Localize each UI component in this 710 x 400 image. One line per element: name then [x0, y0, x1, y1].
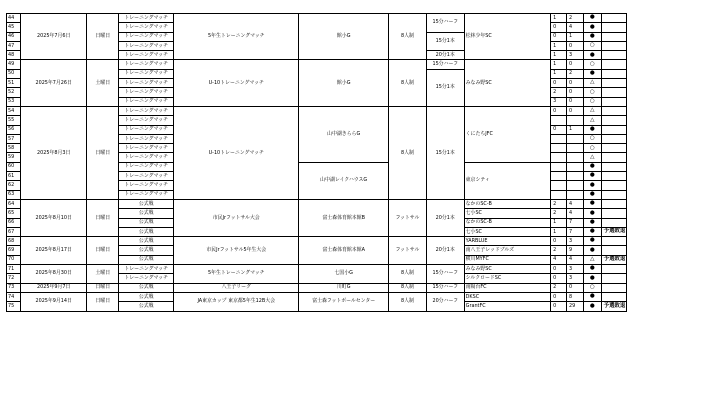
remark: [601, 69, 627, 78]
match-weekday: 日曜日: [87, 199, 119, 236]
match-weekday: 日曜日: [87, 292, 119, 311]
match-date: 2025年8月17日: [20, 237, 87, 265]
goals-for: 0: [551, 292, 567, 301]
remark: 予選敗退: [601, 255, 627, 264]
result-mark: ●: [583, 237, 601, 246]
goals-for: 0: [551, 32, 567, 41]
event-name: 市民Jrフットサル5年生大会: [174, 237, 299, 265]
remark: [601, 292, 627, 301]
result-mark: △: [583, 153, 601, 162]
remark: [601, 190, 627, 199]
venue: 富士森体育館本館B: [299, 199, 389, 236]
match-number: 70: [7, 255, 21, 264]
match-type: 公式戦: [119, 283, 174, 292]
match-type: トレーニングマッチ: [119, 32, 174, 41]
match-type: トレーニングマッチ: [119, 190, 174, 199]
result-mark: ●: [583, 190, 601, 199]
match-format: 8人制: [389, 265, 427, 284]
match-duration: 20分1本: [426, 237, 464, 265]
goals-for: 0: [551, 265, 567, 274]
venue: 館小G: [299, 14, 389, 60]
result-mark: ●: [583, 227, 601, 236]
match-number: 59: [7, 153, 21, 162]
remark: [601, 209, 627, 218]
goals-for: 1: [551, 60, 567, 69]
venue: 山中湖きららG: [299, 106, 389, 162]
remark: [601, 106, 627, 115]
remark: [601, 181, 627, 190]
goals-against: 0: [566, 60, 583, 69]
match-duration: 15分ハーフ: [426, 14, 464, 33]
result-mark: ●: [583, 172, 601, 181]
goals-against: 0: [566, 41, 583, 50]
goals-for: 1: [551, 14, 567, 23]
match-rows: [7, 14, 710, 312]
goals-against: 0: [566, 283, 583, 292]
match-duration: 15分1本: [426, 106, 464, 199]
event-name: U-10トレーニングマッチ: [174, 60, 299, 106]
remark: [601, 14, 627, 23]
goals-for: 2: [551, 199, 567, 208]
match-weekday: 日曜日: [87, 237, 119, 265]
result-mark: ○: [583, 144, 601, 153]
result-mark: ●: [583, 199, 601, 208]
match-number: 67: [7, 227, 21, 236]
opponent: 七小SC: [464, 209, 550, 218]
venue: 富士森フットボールセンター: [299, 292, 389, 311]
match-number: 71: [7, 265, 21, 274]
result-mark: ●: [583, 51, 601, 60]
goals-for: 0: [551, 302, 567, 311]
match-type: トレーニングマッチ: [119, 274, 174, 283]
match-type: トレーニングマッチ: [119, 134, 174, 143]
result-mark: ●: [583, 162, 601, 171]
match-type: トレーニングマッチ: [119, 106, 174, 115]
event-name: 5年生トレーニングマッチ: [174, 265, 299, 284]
result-mark: ●: [583, 125, 601, 134]
table-row: [7, 14, 710, 23]
result-mark: ●: [583, 23, 601, 32]
match-type: トレーニングマッチ: [119, 153, 174, 162]
match-number: 69: [7, 246, 21, 255]
goals-against: 7: [566, 218, 583, 227]
opponent: みなみ野SC: [464, 60, 550, 106]
match-number: 56: [7, 125, 21, 134]
result-mark: △: [583, 79, 601, 88]
result-mark: ○: [583, 88, 601, 97]
goals-against: 0: [566, 97, 583, 106]
match-type: 公式戦: [119, 237, 174, 246]
match-number: 55: [7, 116, 21, 125]
match-number: 61: [7, 172, 21, 181]
remark: [601, 265, 627, 274]
event-name: U-10トレーニングマッチ: [174, 106, 299, 199]
match-duration: 20分ハーフ: [426, 292, 464, 311]
match-number: 51: [7, 79, 21, 88]
table-row: [7, 60, 710, 69]
match-date: 2025年7月6日: [20, 14, 87, 60]
opponent: 松林少年SC: [464, 14, 550, 60]
goals-for: 1: [551, 227, 567, 236]
match-type: 公式戦: [119, 255, 174, 264]
match-number: 53: [7, 97, 21, 106]
match-duration: 15分ハーフ: [426, 283, 464, 292]
match-number: 65: [7, 209, 21, 218]
goals-for: 3: [551, 97, 567, 106]
opponent: なかのSC-B: [464, 199, 550, 208]
event-name: 市民Jrフットサル大会: [174, 199, 299, 236]
goals-for: 0: [551, 106, 567, 115]
match-number: 63: [7, 190, 21, 199]
result-mark: ●: [583, 181, 601, 190]
match-type: 公式戦: [119, 292, 174, 301]
match-number: 75: [7, 302, 21, 311]
remark: 予選敗退: [601, 302, 627, 311]
match-number: 66: [7, 218, 21, 227]
match-format: フットサル: [389, 199, 427, 236]
goals-for: 1: [551, 41, 567, 50]
venue: 川町G: [299, 283, 389, 292]
match-type: トレーニングマッチ: [119, 79, 174, 88]
match-duration: 15分ハーフ: [426, 60, 464, 69]
remark: [601, 32, 627, 41]
remark: [601, 246, 627, 255]
table-row: [7, 237, 710, 246]
match-type: トレーニングマッチ: [119, 51, 174, 60]
remark: [601, 23, 627, 32]
match-type: トレーニングマッチ: [119, 14, 174, 23]
match-type: トレーニングマッチ: [119, 69, 174, 78]
result-mark: ●: [583, 209, 601, 218]
remark: [601, 134, 627, 143]
remark: [601, 97, 627, 106]
remark: [601, 41, 627, 50]
goals-against: [566, 162, 583, 171]
goals-for: [551, 144, 567, 153]
remark: [601, 283, 627, 292]
match-number: 50: [7, 69, 21, 78]
remark: [601, 162, 627, 171]
match-number: 48: [7, 51, 21, 60]
goals-for: 2: [551, 88, 567, 97]
goals-against: 0: [566, 88, 583, 97]
match-number: 57: [7, 134, 21, 143]
result-mark: △: [583, 116, 601, 125]
match-type: トレーニングマッチ: [119, 41, 174, 50]
opponent: くにたちJFC: [464, 106, 550, 162]
opponent: シルクロードSC: [464, 274, 550, 283]
match-date: 2025年9月7日: [20, 283, 87, 292]
remark: [601, 153, 627, 162]
opponent: 南八王子レッドブルズ: [464, 246, 550, 255]
result-mark: ●: [583, 14, 601, 23]
goals-against: [566, 172, 583, 181]
opponent: 七小SC: [464, 227, 550, 236]
match-number: 72: [7, 274, 21, 283]
goals-for: 1: [551, 51, 567, 60]
remark: [601, 172, 627, 181]
match-weekday: 日曜日: [87, 283, 119, 292]
goals-against: 3: [566, 274, 583, 283]
goals-against: 3: [566, 237, 583, 246]
table-row: [7, 283, 710, 292]
table-row: [7, 292, 710, 301]
match-number: 54: [7, 106, 21, 115]
table-row: [7, 199, 710, 208]
match-date: 2025年9月14日: [20, 292, 87, 311]
table-row: [7, 265, 710, 274]
goals-against: 4: [566, 209, 583, 218]
match-number: 60: [7, 162, 21, 171]
match-number: 47: [7, 41, 21, 50]
match-date: 2025年7月26日: [20, 60, 87, 106]
match-weekday: 日曜日: [87, 14, 119, 60]
goals-against: 29: [566, 302, 583, 311]
match-type: トレーニングマッチ: [119, 181, 174, 190]
match-record-table: [6, 13, 710, 312]
event-name: 八王子リーグ: [174, 283, 299, 292]
goals-for: 0: [551, 237, 567, 246]
goals-against: 2: [566, 14, 583, 23]
result-mark: ●: [583, 274, 601, 283]
match-type: トレーニングマッチ: [119, 88, 174, 97]
goals-against: [566, 190, 583, 199]
remark: [601, 237, 627, 246]
result-mark: ○: [583, 134, 601, 143]
match-type: 公式戦: [119, 302, 174, 311]
match-type: トレーニングマッチ: [119, 265, 174, 274]
match-type: トレーニングマッチ: [119, 162, 174, 171]
match-duration: 20分1本: [426, 51, 464, 60]
goals-for: [551, 181, 567, 190]
goals-for: 0: [551, 23, 567, 32]
match-format: 8人制: [389, 283, 427, 292]
result-mark: ●: [583, 265, 601, 274]
opponent: なかのSC-B: [464, 218, 550, 227]
goals-for: 0: [551, 274, 567, 283]
table-row: [7, 106, 710, 115]
goals-against: [566, 181, 583, 190]
match-type: トレーニングマッチ: [119, 125, 174, 134]
match-number: 46: [7, 32, 21, 41]
result-mark: ○: [583, 60, 601, 69]
goals-against: 4: [566, 255, 583, 264]
goals-for: 1: [551, 69, 567, 78]
remark: [601, 60, 627, 69]
venue: 山中湖レイクハウスG: [299, 162, 389, 199]
match-number: 64: [7, 199, 21, 208]
event-name: 5年生トレーニングマッチ: [174, 14, 299, 60]
match-type: トレーニングマッチ: [119, 60, 174, 69]
result-mark: △: [583, 255, 601, 264]
venue: 館小G: [299, 60, 389, 106]
match-duration: 20分1本: [426, 199, 464, 236]
goals-for: [551, 172, 567, 181]
match-type: 公式戦: [119, 227, 174, 236]
match-type: トレーニングマッチ: [119, 23, 174, 32]
remark: [601, 51, 627, 60]
goals-against: 7: [566, 227, 583, 236]
goals-against: [566, 153, 583, 162]
remark: [601, 125, 627, 134]
result-mark: ●: [583, 32, 601, 41]
result-mark: ○: [583, 97, 601, 106]
match-type: トレーニングマッチ: [119, 116, 174, 125]
result-mark: ●: [583, 302, 601, 311]
goals-against: 0: [566, 106, 583, 115]
opponent: YARBLUE: [464, 237, 550, 246]
goals-against: 4: [566, 23, 583, 32]
match-weekday: 土曜日: [87, 60, 119, 106]
result-mark: ●: [583, 69, 601, 78]
result-mark: △: [583, 106, 601, 115]
match-weekday: 土曜日: [87, 265, 119, 284]
match-number: 74: [7, 292, 21, 301]
result-mark: ●: [583, 246, 601, 255]
goals-for: 2: [551, 209, 567, 218]
match-duration: 15分1本: [426, 32, 464, 51]
goals-for: 1: [551, 218, 567, 227]
goals-for: [551, 153, 567, 162]
goals-against: 2: [566, 69, 583, 78]
opponent: 南陽台FC: [464, 283, 550, 292]
match-format: 8人制: [389, 14, 427, 60]
goals-against: [566, 116, 583, 125]
remark: [601, 199, 627, 208]
match-number: 62: [7, 181, 21, 190]
result-mark: ○: [583, 41, 601, 50]
remark: [601, 274, 627, 283]
goals-against: 3: [566, 51, 583, 60]
result-mark: ○: [583, 283, 601, 292]
venue: 七国小G: [299, 265, 389, 284]
match-type: トレーニングマッチ: [119, 172, 174, 181]
match-type: 公式戦: [119, 246, 174, 255]
opponent: 東京シティ: [464, 162, 550, 199]
result-mark: ●: [583, 292, 601, 301]
goals-against: 0: [566, 79, 583, 88]
goals-for: 0: [551, 79, 567, 88]
opponent: みなみ野SC: [464, 265, 550, 274]
goals-against: 4: [566, 199, 583, 208]
goals-against: 9: [566, 246, 583, 255]
goals-for: 0: [551, 125, 567, 134]
match-duration: 15分1本: [426, 69, 464, 106]
match-format: 8人制: [389, 292, 427, 311]
match-number: 68: [7, 237, 21, 246]
goals-against: [566, 144, 583, 153]
goals-for: [551, 116, 567, 125]
match-format: フットサル: [389, 237, 427, 265]
goals-against: 8: [566, 292, 583, 301]
remark: [601, 218, 627, 227]
match-type: 公式戦: [119, 218, 174, 227]
opponent: 横川MYFC: [464, 255, 550, 264]
match-type: 公式戦: [119, 199, 174, 208]
remark: [601, 144, 627, 153]
match-type: 公式戦: [119, 209, 174, 218]
goals-against: 1: [566, 125, 583, 134]
goals-against: 3: [566, 265, 583, 274]
match-date: 2025年8月10日: [20, 199, 87, 236]
match-date: 2025年8月3日: [20, 106, 87, 199]
event-name: JA東京カップ 東京都5年生12B大会: [174, 292, 299, 311]
remark: [601, 88, 627, 97]
match-duration: 15分ハーフ: [426, 265, 464, 284]
goals-for: [551, 190, 567, 199]
remark: 予選敗退: [601, 227, 627, 236]
match-number: 52: [7, 88, 21, 97]
match-type: トレーニングマッチ: [119, 144, 174, 153]
goals-for: [551, 162, 567, 171]
goals-for: 2: [551, 283, 567, 292]
match-date: 2025年8月30日: [20, 265, 87, 284]
remark: [601, 116, 627, 125]
opponent: DKSC: [464, 292, 550, 301]
match-weekday: 日曜日: [87, 106, 119, 199]
goals-against: [566, 134, 583, 143]
match-format: 8人制: [389, 60, 427, 106]
match-number: 58: [7, 144, 21, 153]
match-number: 73: [7, 283, 21, 292]
goals-for: 2: [551, 246, 567, 255]
match-format: 8人制: [389, 106, 427, 199]
venue: 富士森体育館本館A: [299, 237, 389, 265]
goals-for: [551, 134, 567, 143]
goals-for: 4: [551, 255, 567, 264]
remark: [601, 79, 627, 88]
match-type: トレーニングマッチ: [119, 97, 174, 106]
result-mark: ●: [583, 218, 601, 227]
match-number: 45: [7, 23, 21, 32]
match-number: 44: [7, 14, 21, 23]
opponent: GrantFC: [464, 302, 550, 311]
match-number: 49: [7, 60, 21, 69]
goals-against: 1: [566, 32, 583, 41]
